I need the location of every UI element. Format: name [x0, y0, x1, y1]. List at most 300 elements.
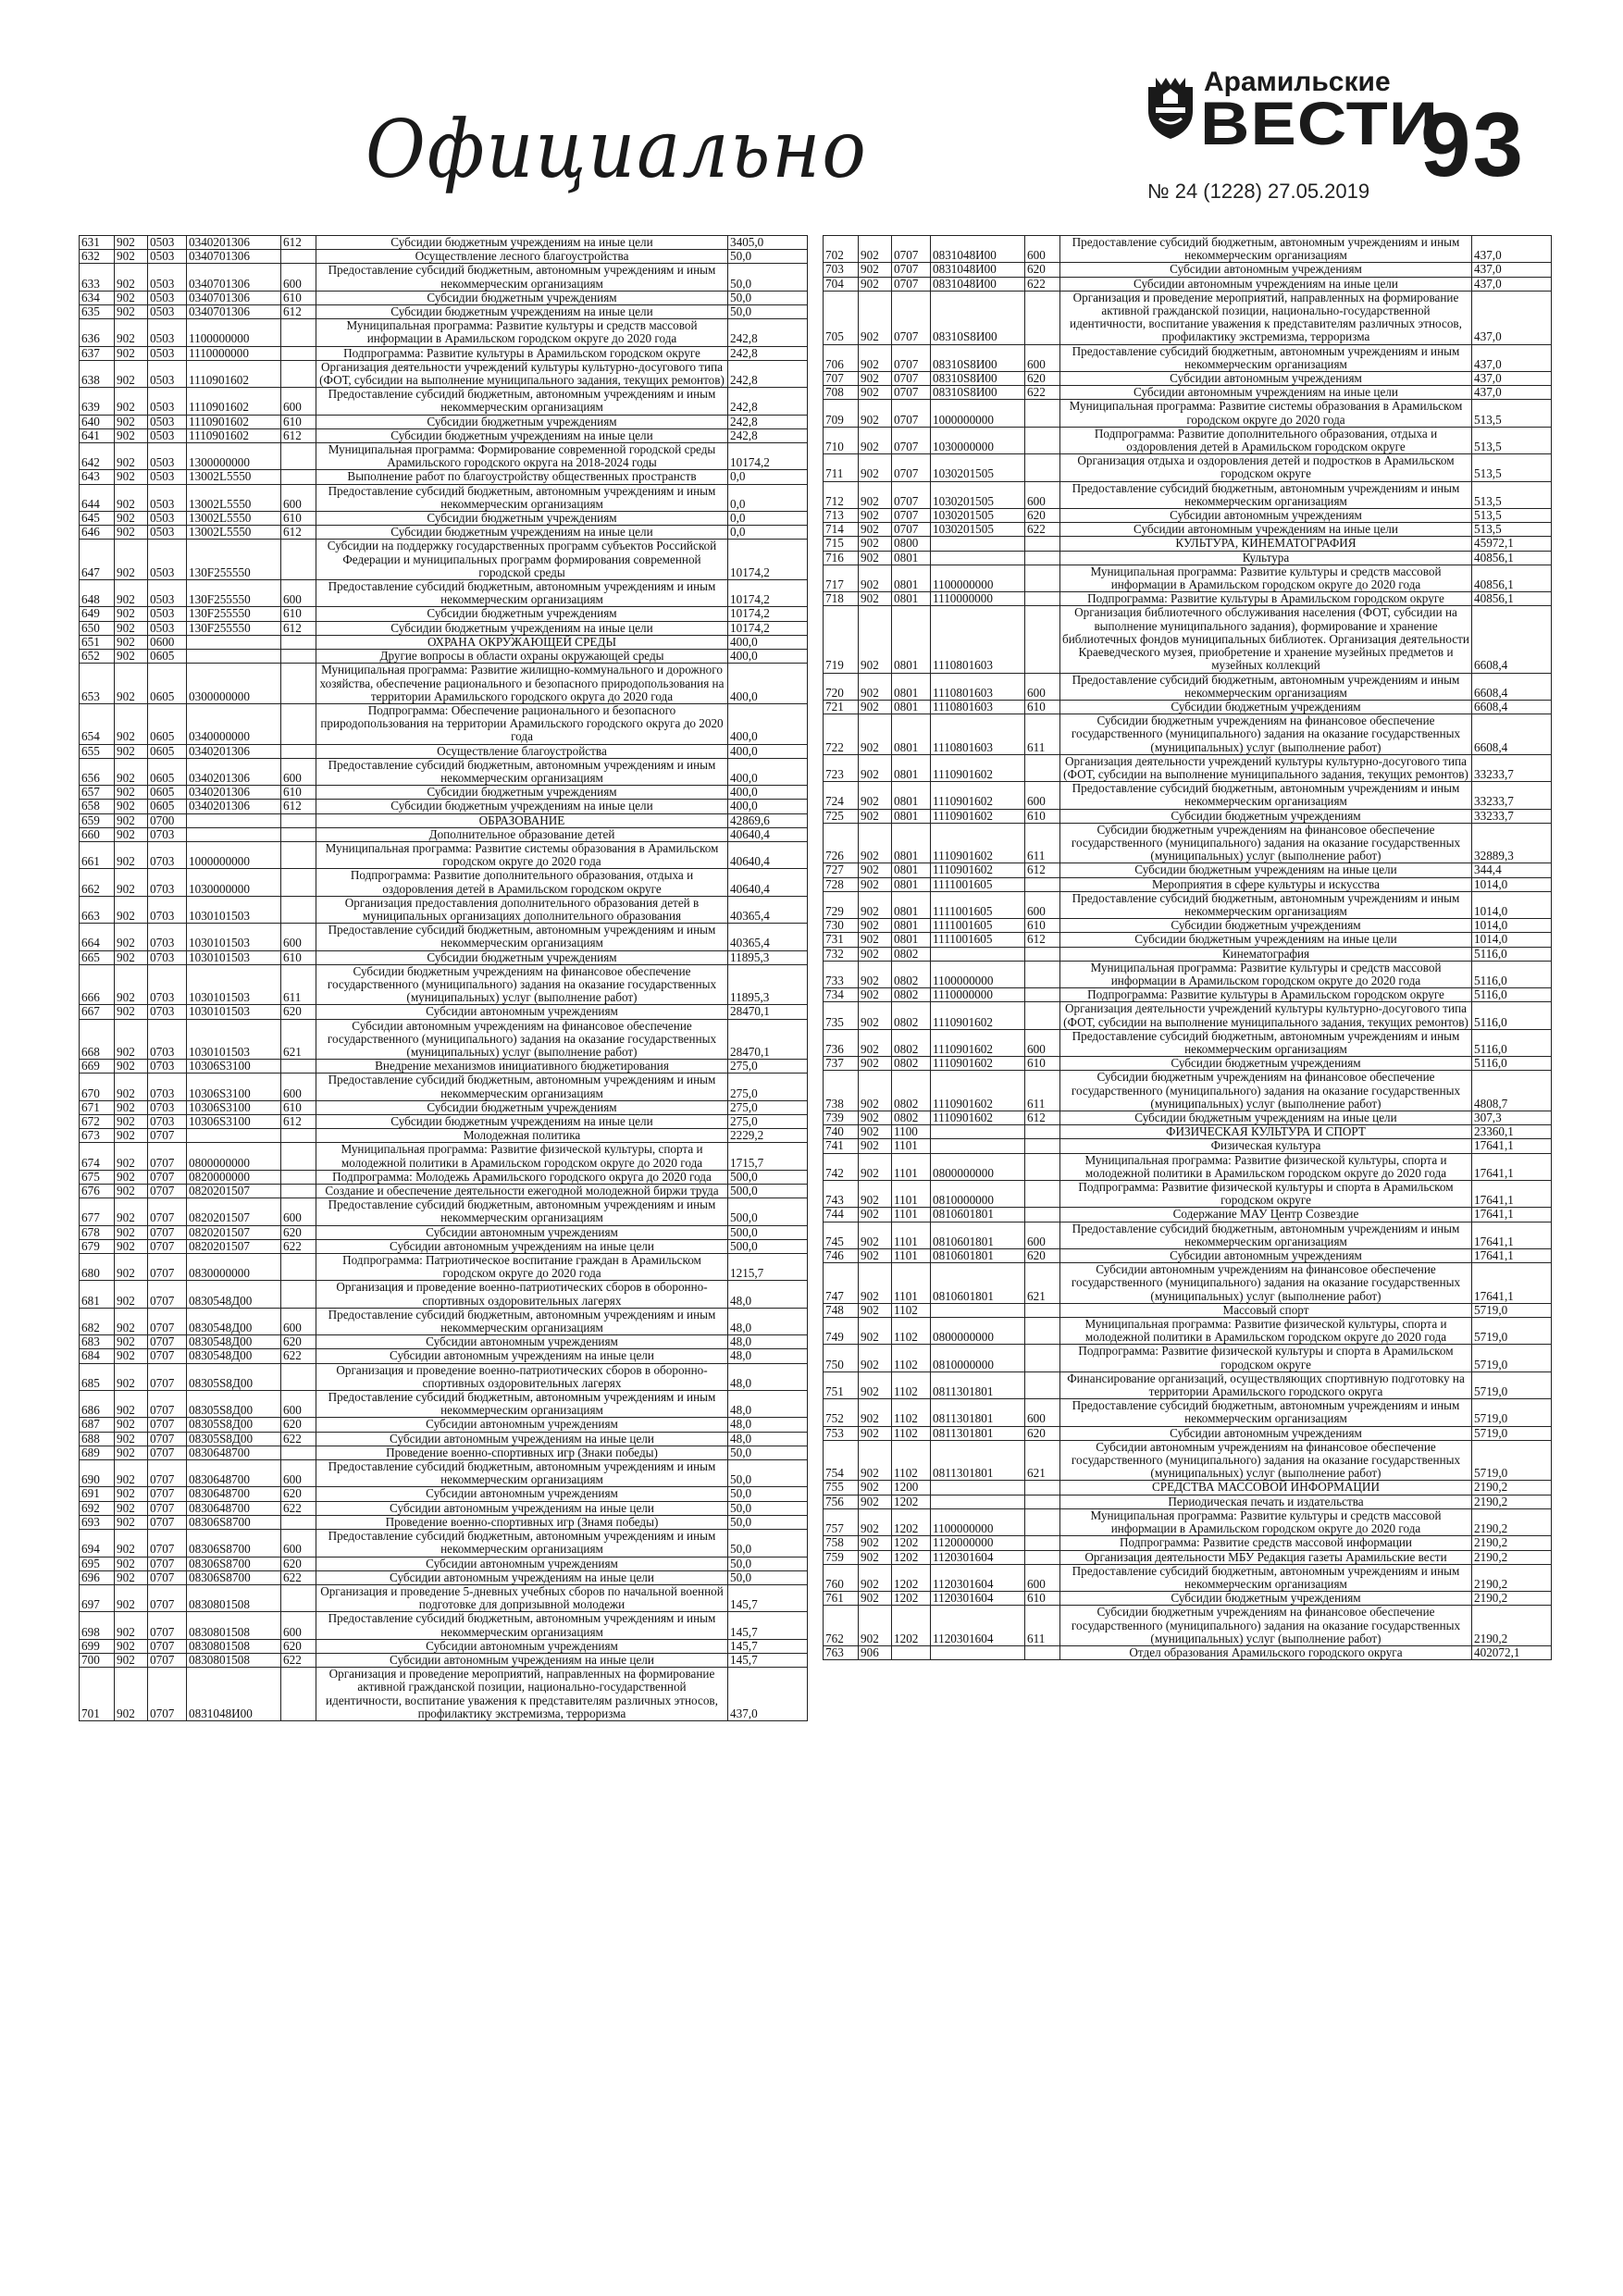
admin-code: 902	[115, 484, 148, 511]
section-code: 0605	[148, 664, 187, 704]
row-amount: 33233,7	[1472, 782, 1552, 809]
table-row	[80, 621, 808, 635]
target-code: 08306S8700	[187, 1557, 281, 1570]
expense-type	[281, 1060, 316, 1074]
target-code: 0830548Д00	[187, 1281, 281, 1308]
section-code: 1101	[892, 1153, 931, 1180]
section-code: 0801	[892, 863, 931, 877]
admin-code: 902	[115, 758, 148, 785]
expense-type	[281, 1254, 316, 1281]
logo-text-big: ВЕСТИ	[1200, 89, 1440, 157]
expense-type: 600	[281, 924, 316, 950]
row-description: Предоставление субсидий бюджетным, автономным учреждениям и иным некоммерческим организациям	[1060, 891, 1472, 918]
row-amount: 242,8	[728, 428, 808, 442]
target-code: 0820201507	[187, 1225, 281, 1239]
row-number: 674	[80, 1143, 115, 1170]
expense-type: 621	[1025, 1263, 1060, 1304]
row-amount: 2190,2	[1472, 1495, 1552, 1508]
row-description: Организация и проведение мероприятий, направленных на формирование активной гражданской позиции, национально-государственной идентичности, воспитание уважения к представителям различных этносов, профилактику экстремизма, терроризма	[316, 1668, 728, 1721]
table-row	[824, 1508, 1552, 1535]
row-amount: 5719,0	[1472, 1440, 1552, 1481]
table-row	[80, 964, 808, 1005]
row-number: 720	[824, 673, 859, 700]
admin-code: 902	[115, 744, 148, 758]
row-description: Дополнительное образование детей	[316, 827, 728, 841]
admin-code: 902	[859, 277, 892, 291]
target-code: 1110901602	[931, 1111, 1025, 1125]
target-code: 13002L5550	[187, 470, 281, 484]
section-code: 0802	[892, 1029, 931, 1056]
admin-code: 902	[115, 1639, 148, 1653]
row-amount: 1014,0	[1472, 919, 1552, 933]
target-code: 10306S3100	[187, 1115, 281, 1129]
section-code: 0703	[148, 869, 187, 896]
admin-code: 902	[859, 1057, 892, 1071]
row-amount: 437,0	[1472, 277, 1552, 291]
section-code: 0707	[892, 523, 931, 537]
row-number: 645	[80, 512, 115, 526]
target-code: 1030101503	[187, 950, 281, 964]
row-amount: 500,0	[728, 1239, 808, 1253]
section-code: 0707	[892, 291, 931, 344]
target-code: 1030000000	[187, 869, 281, 896]
row-number: 699	[80, 1639, 115, 1653]
admin-code: 902	[115, 800, 148, 813]
row-number: 719	[824, 606, 859, 673]
row-number: 714	[824, 523, 859, 537]
row-amount: 437,0	[1472, 372, 1552, 386]
table-row	[824, 386, 1552, 400]
table-row	[824, 988, 1552, 1002]
table-row	[824, 1645, 1552, 1659]
table-row	[824, 523, 1552, 537]
admin-code: 902	[115, 813, 148, 827]
section-code: 0605	[148, 800, 187, 813]
admin-code: 902	[859, 1303, 892, 1317]
admin-code: 902	[115, 1349, 148, 1363]
row-description: Муниципальная программа: Развитие физической культуры, спорта и молодежной политики в Арамильском городском округе до 2020 года	[316, 1143, 728, 1170]
target-code: 1300000000	[187, 443, 281, 470]
admin-code: 902	[115, 1225, 148, 1239]
section-code: 0801	[892, 754, 931, 781]
table-row	[80, 1060, 808, 1074]
row-description: Подпрограмма: Развитие культуры в Арамильском городском округе	[1060, 988, 1472, 1002]
admin-code: 902	[859, 1606, 892, 1646]
admin-code: 902	[859, 700, 892, 714]
target-code: 08305S8Д00	[187, 1391, 281, 1418]
row-description: Субсидии автономным учреждениям на иные цели	[316, 1432, 728, 1446]
row-number: 692	[80, 1501, 115, 1515]
row-description: Предоставление субсидий бюджетным, автономным учреждениям и иным некоммерческим организациям	[1060, 236, 1472, 263]
admin-code: 902	[115, 1143, 148, 1170]
target-code: 1120000000	[931, 1536, 1025, 1550]
table-row	[80, 264, 808, 291]
target-code	[187, 813, 281, 827]
admin-code: 902	[115, 1668, 148, 1721]
table-row	[80, 1019, 808, 1060]
row-amount: 0,0	[728, 512, 808, 526]
row-description: Предоставление субсидий бюджетным, автономным учреждениям и иным некоммерческим организациям	[1060, 673, 1472, 700]
row-description: Выполнение работ по благоустройству общественных пространств	[316, 470, 728, 484]
table-row	[80, 1515, 808, 1529]
table-row	[824, 1371, 1552, 1398]
target-code: 0810000000	[931, 1345, 1025, 1371]
row-amount: 28470,1	[728, 1005, 808, 1019]
target-code: 0811301801	[931, 1426, 1025, 1440]
row-number: 653	[80, 664, 115, 704]
expense-type: 612	[281, 236, 316, 250]
table-row	[824, 1153, 1552, 1180]
section-code: 0801	[892, 592, 931, 606]
row-amount: 2190,2	[1472, 1564, 1552, 1591]
row-number: 654	[80, 703, 115, 744]
target-code: 0810601801	[931, 1208, 1025, 1222]
admin-code: 902	[859, 1029, 892, 1056]
row-number: 736	[824, 1029, 859, 1056]
target-code: 1110801603	[931, 700, 1025, 714]
row-number: 670	[80, 1074, 115, 1100]
table-row	[80, 1487, 808, 1501]
row-description: Субсидии бюджетным учреждениям	[1060, 1057, 1472, 1071]
row-number: 745	[824, 1222, 859, 1248]
target-code: 08310S8И00	[931, 291, 1025, 344]
section-code: 0707	[892, 386, 931, 400]
table-row	[824, 372, 1552, 386]
row-description: Содержание МАУ Центр Созвездие	[1060, 1208, 1472, 1222]
admin-code: 902	[115, 1281, 148, 1308]
row-description: Предоставление субсидий бюджетным, автономным учреждениям и иным некоммерческим организациям	[316, 1198, 728, 1225]
row-amount: 5719,0	[1472, 1303, 1552, 1317]
section-code: 0801	[892, 700, 931, 714]
row-amount: 307,3	[1472, 1111, 1552, 1125]
target-code: 0340201306	[187, 744, 281, 758]
expense-type	[281, 664, 316, 704]
row-amount: 2229,2	[728, 1129, 808, 1143]
expense-type: 621	[1025, 1440, 1060, 1481]
row-amount: 50,0	[728, 1557, 808, 1570]
row-description: Муниципальная программа: Развитие системы образования в Арамильском городском округе до 2020 года	[1060, 400, 1472, 427]
admin-code: 902	[859, 919, 892, 933]
target-code: 130F255550	[187, 540, 281, 580]
row-amount: 242,8	[728, 415, 808, 428]
row-amount: 48,0	[728, 1363, 808, 1390]
expense-type	[1025, 1208, 1060, 1222]
row-description: Субсидии бюджетным учреждениям	[316, 950, 728, 964]
row-description: Предоставление субсидий бюджетным, автономным учреждениям и иным некоммерческим организациям	[316, 580, 728, 607]
row-description: Субсидии автономным учреждениям	[316, 1639, 728, 1653]
row-number: 696	[80, 1570, 115, 1584]
expense-type: 610	[281, 786, 316, 800]
admin-code: 902	[859, 1111, 892, 1125]
row-amount: 17641,1	[1472, 1263, 1552, 1304]
row-number: 688	[80, 1432, 115, 1446]
admin-code: 902	[859, 454, 892, 481]
row-number: 646	[80, 526, 115, 540]
table-row	[80, 1005, 808, 1019]
row-number: 635	[80, 305, 115, 319]
expense-type: 611	[1025, 823, 1060, 863]
row-number: 633	[80, 264, 115, 291]
section-code: 0703	[148, 950, 187, 964]
section-code: 0707	[892, 400, 931, 427]
row-number: 698	[80, 1612, 115, 1639]
admin-code: 902	[115, 1185, 148, 1198]
row-number: 709	[824, 400, 859, 427]
section-code: 0800	[892, 537, 931, 551]
admin-code: 902	[859, 782, 892, 809]
admin-code: 902	[859, 537, 892, 551]
admin-code: 902	[859, 1222, 892, 1248]
row-number: 758	[824, 1536, 859, 1550]
row-description: Субсидии автономным учреждениям	[316, 1005, 728, 1019]
expense-type: 600	[281, 264, 316, 291]
admin-code: 902	[115, 786, 148, 800]
section-code: 0802	[892, 1111, 931, 1125]
admin-code: 902	[115, 1515, 148, 1529]
section-code: 1200	[892, 1481, 931, 1495]
row-number: 676	[80, 1185, 115, 1198]
row-amount: 1014,0	[1472, 933, 1552, 947]
section-code: 0703	[148, 1115, 187, 1129]
admin-code: 902	[859, 509, 892, 523]
target-code: 1110901602	[931, 1071, 1025, 1111]
table-row	[824, 592, 1552, 606]
admin-code: 902	[859, 427, 892, 453]
expense-type	[281, 896, 316, 923]
row-amount: 5719,0	[1472, 1399, 1552, 1426]
row-number: 661	[80, 841, 115, 868]
admin-code: 902	[115, 1129, 148, 1143]
row-amount: 344,4	[1472, 863, 1552, 877]
expense-type: 620	[1025, 509, 1060, 523]
row-description: Подпрограмма: Патриотическое воспитание граждан в Арамильском городском округе до 2020 года	[316, 1254, 728, 1281]
row-amount: 145,7	[728, 1653, 808, 1667]
row-amount: 6608,4	[1472, 700, 1552, 714]
row-description: Муниципальная программа: Развитие системы образования в Арамильском городском округе до 2020 года	[316, 841, 728, 868]
expense-type	[281, 1446, 316, 1459]
row-number: 671	[80, 1100, 115, 1114]
admin-code: 902	[115, 250, 148, 264]
admin-code: 902	[859, 809, 892, 823]
row-number: 655	[80, 744, 115, 758]
admin-code: 902	[859, 961, 892, 987]
budget-table-right	[823, 235, 1552, 1660]
table-row	[824, 673, 1552, 700]
expense-type: 600	[1025, 481, 1060, 508]
target-code: 1110901602	[931, 809, 1025, 823]
row-number: 751	[824, 1371, 859, 1398]
admin-code: 902	[115, 924, 148, 950]
admin-code: 902	[115, 1446, 148, 1459]
table-row	[80, 1418, 808, 1432]
section-code: 0503	[148, 291, 187, 304]
row-description: Субсидии бюджетным учреждениям на иные цели	[316, 1115, 728, 1129]
expense-type: 610	[281, 291, 316, 304]
table-row	[824, 1481, 1552, 1495]
row-number: 716	[824, 551, 859, 565]
admin-code: 902	[115, 1530, 148, 1557]
table-row	[824, 1002, 1552, 1029]
section-code: 0503	[148, 360, 187, 387]
admin-code: 902	[115, 1432, 148, 1446]
row-number: 752	[824, 1399, 859, 1426]
row-number: 700	[80, 1653, 115, 1667]
expense-type: 611	[1025, 714, 1060, 755]
row-amount: 40365,4	[728, 924, 808, 950]
row-description: Организация деятельности МБУ Редакция газеты Арамильские вести	[1060, 1550, 1472, 1564]
admin-code: 902	[115, 1363, 148, 1390]
row-description: Другие вопросы в области охраны окружающей среды	[316, 650, 728, 664]
target-code: 0820201507	[187, 1239, 281, 1253]
row-number: 648	[80, 580, 115, 607]
target-code: 08305S8Д00	[187, 1432, 281, 1446]
table-row	[80, 484, 808, 511]
row-description: КУЛЬТУРА, КИНЕМАТОГРАФИЯ	[1060, 537, 1472, 551]
row-number: 634	[80, 291, 115, 304]
table-row	[80, 512, 808, 526]
row-description: Субсидии бюджетным учреждениям	[316, 415, 728, 428]
row-amount: 32889,3	[1472, 823, 1552, 863]
section-code: 0707	[148, 1668, 187, 1721]
table-row	[824, 427, 1552, 453]
target-code: 1111001605	[931, 877, 1025, 891]
admin-code: 902	[115, 236, 148, 250]
row-amount: 242,8	[728, 346, 808, 360]
row-amount: 2190,2	[1472, 1536, 1552, 1550]
admin-code: 902	[115, 1487, 148, 1501]
row-amount: 50,0	[728, 1530, 808, 1557]
row-description: Субсидии бюджетным учреждениям на иные цели	[316, 526, 728, 540]
row-number: 701	[80, 1668, 115, 1721]
row-amount: 400,0	[728, 758, 808, 785]
row-number: 747	[824, 1263, 859, 1304]
expense-type: 620	[281, 1639, 316, 1653]
section-code: 1100	[892, 1125, 931, 1139]
row-number: 722	[824, 714, 859, 755]
row-amount: 400,0	[728, 744, 808, 758]
admin-code: 902	[859, 606, 892, 673]
target-code: 1120301604	[931, 1592, 1025, 1606]
expense-type: 612	[1025, 1111, 1060, 1125]
section-code: 0503	[148, 512, 187, 526]
row-description: Подпрограмма: Обеспечение рационального и безопасного природопользования на территории Арамильского городского округа до 2020 года	[316, 703, 728, 744]
admin-code: 902	[859, 947, 892, 961]
row-amount: 23360,1	[1472, 1125, 1552, 1139]
section-code: 0503	[148, 428, 187, 442]
row-amount: 5719,0	[1472, 1426, 1552, 1440]
expense-type: 610	[1025, 700, 1060, 714]
admin-code: 902	[115, 1570, 148, 1584]
table-row	[80, 1432, 808, 1446]
target-code: 08305S8Д00	[187, 1418, 281, 1432]
row-number: 665	[80, 950, 115, 964]
section-code: 0503	[148, 264, 187, 291]
section-code: 0503	[148, 580, 187, 607]
row-description: Субсидии автономным учреждениям на иные цели	[316, 1653, 728, 1667]
expense-type	[1025, 1371, 1060, 1398]
row-number: 631	[80, 236, 115, 250]
row-number: 643	[80, 470, 115, 484]
row-amount: 400,0	[728, 786, 808, 800]
row-description: Организация и проведение военно-патриотических сборов в оборонно-спортивных оздоровительных лагерях	[316, 1281, 728, 1308]
table-row	[80, 346, 808, 360]
row-description: Субсидии автономным учреждениям на иные цели	[1060, 277, 1472, 291]
row-amount: 1014,0	[1472, 891, 1552, 918]
section-code: 0503	[148, 415, 187, 428]
table-row	[80, 526, 808, 540]
table-row	[80, 580, 808, 607]
table-row	[80, 703, 808, 744]
expense-type	[1025, 754, 1060, 781]
table-row	[80, 1584, 808, 1611]
expense-type: 612	[1025, 863, 1060, 877]
table-row	[80, 1074, 808, 1100]
expense-type: 610	[281, 607, 316, 621]
expense-type: 620	[1025, 1426, 1060, 1440]
row-number: 664	[80, 924, 115, 950]
admin-code: 902	[859, 1002, 892, 1029]
row-description: Осуществление лесного благоустройства	[316, 250, 728, 264]
expense-type	[281, 1515, 316, 1529]
row-description: Субсидии бюджетным учреждениям	[1060, 809, 1472, 823]
row-amount: 50,0	[728, 305, 808, 319]
target-code: 0831048И00	[187, 1668, 281, 1721]
section-code: 0801	[892, 823, 931, 863]
section-code: 0600	[148, 635, 187, 649]
row-amount: 400,0	[728, 664, 808, 704]
section-title: Официально	[365, 104, 868, 196]
row-amount: 50,0	[728, 1460, 808, 1487]
section-code: 0707	[148, 1143, 187, 1170]
table-row	[824, 606, 1552, 673]
row-amount: 40856,1	[1472, 592, 1552, 606]
row-number: 733	[824, 961, 859, 987]
expense-type: 610	[1025, 809, 1060, 823]
table-row	[824, 1550, 1552, 1564]
target-code	[187, 650, 281, 664]
table-row	[80, 291, 808, 304]
row-amount: 6608,4	[1472, 714, 1552, 755]
admin-code: 902	[859, 386, 892, 400]
table-row	[824, 263, 1552, 277]
row-number: 703	[824, 263, 859, 277]
section-code: 0707	[892, 236, 931, 263]
table-row	[80, 1308, 808, 1334]
row-amount: 437,0	[1472, 291, 1552, 344]
row-number: 679	[80, 1239, 115, 1253]
row-number: 638	[80, 360, 115, 387]
target-code: 0340201306	[187, 786, 281, 800]
table-row	[824, 291, 1552, 344]
table-row	[824, 1426, 1552, 1440]
row-description: Предоставление субсидий бюджетным, автономным учреждениям и иным некоммерческим организациям	[1060, 344, 1472, 371]
section-code: 1202	[892, 1536, 931, 1550]
admin-code: 902	[115, 1254, 148, 1281]
target-code: 0830648700	[187, 1487, 281, 1501]
row-description: Субсидии бюджетным учреждениям	[316, 607, 728, 621]
row-description: Муниципальная программа: Развитие физической культуры, спорта и молодежной политики в Арамильском городском округе до 2020 года	[1060, 1153, 1472, 1180]
table-row	[80, 1446, 808, 1459]
table-row	[824, 1029, 1552, 1056]
section-code: 0605	[148, 703, 187, 744]
target-code: 1030101503	[187, 1005, 281, 1019]
target-code: 1120301604	[931, 1606, 1025, 1646]
section-code: 0707	[148, 1612, 187, 1639]
table-row	[80, 1129, 808, 1143]
admin-code: 902	[859, 565, 892, 591]
table-row	[824, 1606, 1552, 1646]
expense-type	[281, 703, 316, 744]
